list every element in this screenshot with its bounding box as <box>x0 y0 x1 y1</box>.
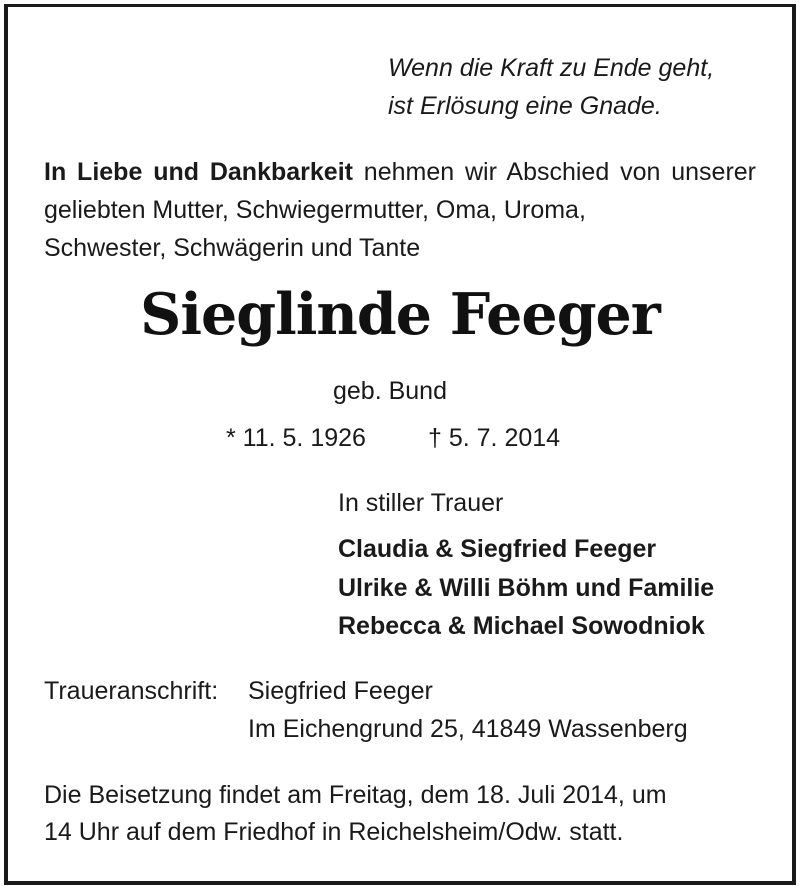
quote-line-2: ist Erlösung eine Gnade. <box>388 92 662 120</box>
quote-line-1: Wenn die Kraft zu Ende geht, <box>388 54 715 82</box>
address-street: Im Eichengrund 25, 41849 Wassenberg <box>248 715 688 743</box>
maiden-name: geb. Bund <box>333 377 447 405</box>
mourner-name: Claudia & Siegfried Feeger <box>338 535 657 563</box>
mourner-name: Ulrike & Willi Böhm und Familie <box>338 574 715 602</box>
address-name: Siegfried Feeger <box>248 677 433 705</box>
address-label: Traueranschrift: <box>44 677 219 705</box>
deceased-name: Sieglinde Feeger <box>140 281 660 348</box>
mourners-heading: In stiller Trauer <box>338 489 504 517</box>
birth-date: * 11. 5. 1926 <box>226 424 366 452</box>
funeral-line-1: Die Beisetzung findet am Freitag, dem 18. Juli 2014, um <box>44 781 667 809</box>
intro-text: nehmen wir Abschied von unserer geliebten Mutter, Schwiegermutter, Oma, Uroma, <box>44 158 756 224</box>
funeral-line-2: 14 Uhr auf dem Friedhof in Reichelsheim/Odw. statt. <box>44 818 624 846</box>
death-date: † 5. 7. 2014 <box>428 424 561 452</box>
mourner-name: Rebecca & Michael Sowodniok <box>338 612 705 640</box>
intro-bold-phrase: In Liebe und Dankbarkeit <box>44 158 353 186</box>
notice-border <box>4 4 796 885</box>
intro-paragraph <box>44 153 756 267</box>
intro-last-line: Schwester, Schwägerin und Tante <box>44 234 421 262</box>
